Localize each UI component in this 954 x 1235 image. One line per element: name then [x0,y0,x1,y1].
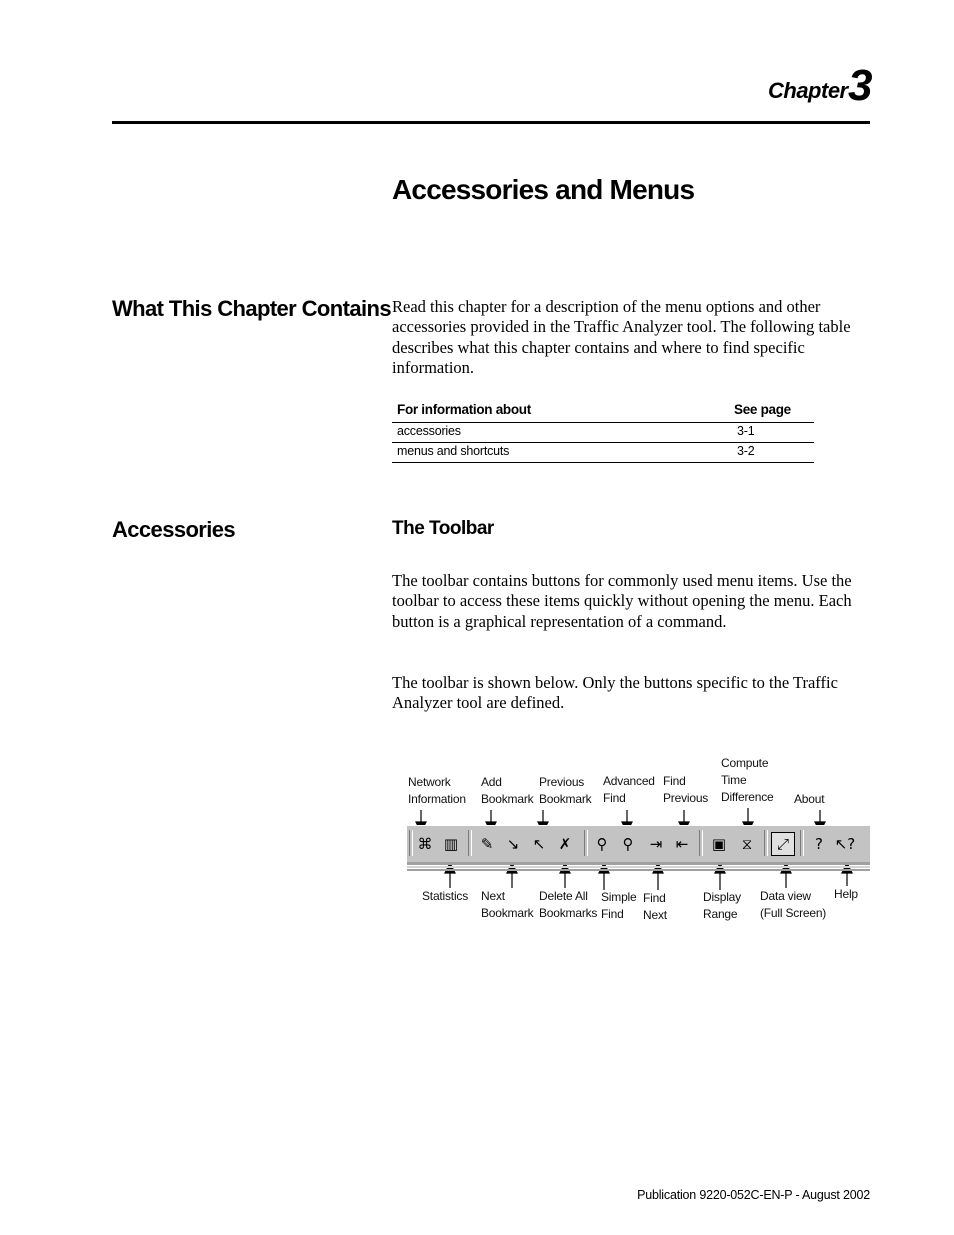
table-cell-topic: accessories [397,424,461,438]
section-heading-accessories: Accessories [112,517,236,542]
contents-table [392,400,814,463]
label-find-previous: Find Previous [663,774,709,805]
network-information-icon[interactable]: ⌘ [417,835,433,853]
about-icon[interactable]: ? [815,835,823,853]
chapter-label: Chapter [768,78,848,103]
label-next-bookmark: Next Bookmark [481,889,534,920]
section-heading-what-this-chapter-contains: What This Chapter Contains [112,296,391,321]
table-cell-topic: menus and shortcuts [397,444,510,458]
toolbar-paragraph-1: The toolbar contains buttons for commonly used menu items. Use the toolbar to access these items quickly without opening the menu. Each button is a graphical representation of a command. [392,571,852,631]
toolbar-figure [400,750,875,935]
advanced-find-icon[interactable]: ⚲ [622,835,634,853]
label-add-bookmark: Add Bookmark [481,775,534,806]
header-rule [112,121,870,124]
label-statistics: Statistics [422,889,469,903]
toolbar [407,825,870,863]
label-data-view: Data view (Full Screen) [760,889,827,920]
compute-time-difference-icon[interactable]: ⧖ [741,835,753,853]
simple-find-icon[interactable]: ⚲ [596,835,608,853]
toolbar-paragraph-2: The toolbar is shown below. Only the buttons specific to the Traffic Analyzer tool are defined. [392,673,838,713]
chapter-number: 3 [848,61,873,110]
table-header-topic: For information about [397,402,531,417]
intro-paragraph: Read this chapter for a description of the menu options and other accessories provided in the Traffic Analyzer tool. The following table describes what this chapter contains and where to find specific information. [392,297,851,377]
label-delete-all-bookmarks: Delete All Bookmarks [539,889,598,920]
table-row [392,423,814,443]
previous-bookmark-icon[interactable]: ↖ [532,835,546,853]
statistics-icon[interactable]: ▥ [443,835,459,853]
display-range-icon[interactable]: ▣ [711,835,727,853]
label-network-information: Network Information [408,775,466,806]
help-icon[interactable]: ↖? [834,835,856,853]
label-advanced-find: Advanced Find [603,774,655,805]
label-compute-time-difference: Compute Time Difference [721,756,774,804]
data-view-icon[interactable]: ⤢ [771,832,795,856]
next-bookmark-icon[interactable]: ↘ [506,835,520,853]
table-cell-page: 3-2 [737,444,755,458]
table-row [392,443,814,463]
find-previous-icon[interactable]: ⇤ [675,835,689,853]
publication-footer: Publication 9220-052C-EN-P - August 2002 [637,1188,870,1202]
table-header-page: See page [734,402,791,417]
label-find-next: Find Next [643,891,667,922]
label-help: Help [834,887,858,901]
find-next-icon[interactable]: ⇥ [649,835,663,853]
delete-all-bookmarks-icon[interactable]: ✗ [558,835,572,853]
table-cell-page: 3-1 [737,424,755,438]
table-header-row [392,400,814,423]
label-about: About [794,792,825,806]
label-simple-find: Simple Find [601,890,637,921]
add-bookmark-icon[interactable]: ✎ [480,835,494,853]
label-display-range: Display Range [703,890,741,921]
page-title: Accessories and Menus [392,174,695,205]
subheading-the-toolbar: The Toolbar [392,518,494,539]
label-previous-bookmark: Previous Bookmark [539,775,592,806]
